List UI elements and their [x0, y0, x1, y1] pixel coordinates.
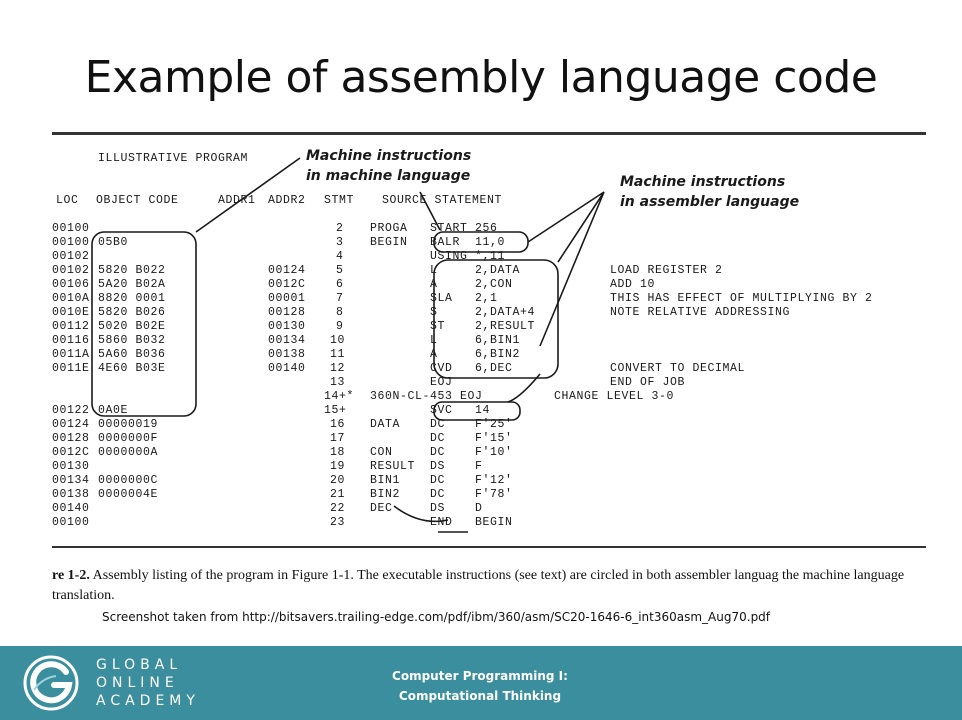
brand-line-3: ACADEMY	[96, 693, 200, 709]
brand-wordmark	[96, 656, 200, 710]
listing-source: A 6,BIN2	[370, 348, 521, 361]
listing-source: L 2,DATA	[370, 264, 521, 277]
brand-line-1: GLOBAL	[96, 657, 183, 673]
listing-stmt: 8	[336, 306, 344, 319]
listing-loc: 00102	[52, 264, 90, 277]
listing-comment: THIS HAS EFFECT OF MULTIPLYING BY 2	[610, 292, 873, 305]
listing-stmt: 20	[330, 474, 346, 487]
listing-comment: CHANGE LEVEL 3-0	[554, 390, 675, 403]
annotation-machine-language: Machine instructions in machine language	[306, 148, 472, 184]
listing-loc: 00100	[52, 222, 90, 235]
listing-stmt: 11	[330, 348, 346, 361]
listing-source: BIN1 DC F'12'	[370, 474, 513, 487]
listing-source: S 2,DATA+4	[370, 306, 536, 319]
listing-source: ST 2,RESULT	[370, 320, 536, 333]
listing-object-code: 8820 0001	[98, 292, 166, 305]
annotation-assembler-language: Machine instructions in assembler language	[620, 174, 800, 210]
listing-object-code: 5A20 B02A	[98, 278, 166, 291]
listing-loc: 00106	[52, 278, 90, 291]
arrow-assembler	[528, 192, 604, 346]
listing-comment: NOTE RELATIVE ADDRESSING	[610, 306, 791, 319]
listing-loc: 00128	[52, 432, 90, 445]
listing-loc: 00138	[52, 488, 90, 501]
listing-object-code: 0000000A	[98, 446, 159, 459]
listing-stmt: 19	[330, 460, 346, 473]
listing-source: PROGA START 256	[370, 222, 498, 235]
figure-caption	[52, 566, 926, 606]
column-header: OBJECT CODE	[96, 194, 179, 207]
listing-comment: LOAD REGISTER 2	[610, 264, 723, 277]
listing-source: BIN2 DC F'78'	[370, 488, 513, 501]
course-line-1: Computer Programming I:	[392, 669, 568, 683]
brand-line-2: ONLINE	[96, 675, 179, 691]
listing-addr2: 00140	[268, 362, 306, 375]
listing-object-code: 0000004E	[98, 488, 159, 501]
listing-stmt: 2	[336, 222, 344, 235]
listing-source: BEGIN BALR 11,0	[370, 236, 506, 249]
listing-stmt: 12	[330, 362, 346, 375]
listing-source: SLA 2,1	[370, 292, 498, 305]
listing-loc: 00122	[52, 404, 90, 417]
listing-stmt: 15+	[324, 404, 347, 417]
scan-bottom-rule	[52, 546, 926, 548]
listing-object-code: 5A60 B036	[98, 348, 166, 361]
listing-stmt: 18	[330, 446, 346, 459]
listing-loc: 00134	[52, 474, 90, 487]
course-title	[380, 666, 580, 706]
listing-source: CVD 6,DEC	[370, 362, 513, 375]
listing-comment: ADD 10	[610, 278, 656, 291]
listing-addr2: 00001	[268, 292, 306, 305]
listing-source: DEC DS D	[370, 502, 483, 515]
listing-loc: 0010A	[52, 292, 90, 305]
listing-stmt: 23	[330, 516, 346, 529]
scan-top-rule	[52, 132, 926, 135]
listing-stmt: 10	[330, 334, 346, 347]
column-header: STMT	[324, 194, 355, 207]
listing-loc: 00124	[52, 418, 90, 431]
listing-stmt: 7	[336, 292, 344, 305]
listing-loc: 0010E	[52, 306, 90, 319]
figure-caption-text: Assembly listing of the program in Figure 1-1. The executable instructions (see text) are circled in both assembler languag the machine language translation.	[52, 568, 905, 603]
column-header: LOC	[56, 194, 79, 207]
listing-object-code: 5020 B02E	[98, 320, 166, 333]
listing-source: SVC 14	[370, 404, 491, 417]
listing-source: END BEGIN	[370, 516, 513, 529]
listing-source: USING *,11	[370, 250, 506, 263]
figure-label: re 1-2.	[52, 568, 90, 583]
listing-loc: 0011A	[52, 348, 90, 361]
listing-stmt: 3	[336, 236, 344, 249]
arrow-svc	[508, 374, 540, 402]
listing-loc: 0012C	[52, 446, 90, 459]
listing-loc: 00112	[52, 320, 90, 333]
listing-stmt: 13	[330, 376, 346, 389]
listing-object-code: 0000000F	[98, 432, 159, 445]
listing-object-code: 0000000C	[98, 474, 159, 487]
listing-addr2: 00134	[268, 334, 306, 347]
listing-source: RESULT DS F	[370, 460, 483, 473]
listing-comment: CONVERT TO DECIMAL	[610, 362, 746, 375]
listing-loc: 00100	[52, 236, 90, 249]
listing-stmt: 16	[330, 418, 346, 431]
listing-loc: 00140	[52, 502, 90, 515]
listing-loc: 00102	[52, 250, 90, 263]
listing-stmt: 4	[336, 250, 344, 263]
listing-object-code: 05B0	[98, 236, 129, 249]
course-line-2: Computational Thinking	[398, 689, 562, 703]
listing-object-code: 5820 B026	[98, 306, 166, 319]
listing-addr2: 00130	[268, 320, 306, 333]
listing-object-code: 5820 B022	[98, 264, 166, 277]
listing-stmt: 21	[330, 488, 346, 501]
listing-source: DATA DC F'25'	[370, 418, 513, 431]
global-online-academy-logo-icon	[22, 654, 80, 712]
column-header: SOURCE STATEMENT	[382, 194, 503, 207]
listing-object-code: 00000019	[98, 418, 159, 431]
listing-source: CON DC F'10'	[370, 446, 513, 459]
listing-stmt: 5	[336, 264, 344, 277]
listing-object-code: 4E60 B03E	[98, 362, 166, 375]
listing-addr2: 00128	[268, 306, 306, 319]
column-header: ADDR2	[268, 194, 306, 207]
listing-object-code: 5860 B032	[98, 334, 166, 347]
listing-object-code: 0A0E	[98, 404, 129, 417]
listing-addr2: 00138	[268, 348, 306, 361]
listing-source: EOJ	[370, 376, 453, 389]
slide-title: Example of assembly language code	[84, 52, 878, 103]
listing-source: A 2,CON	[370, 278, 513, 291]
source-note: Screenshot taken from http://bitsavers.trailing-edge.com/pdf/ibm/360/asm/SC20-1646-6_int360asm_Aug70.pdf	[102, 610, 771, 624]
listing-stmt: 14+*	[324, 390, 355, 403]
program-title: ILLUSTRATIVE PROGRAM	[98, 152, 249, 165]
listing-loc: 0011E	[52, 362, 90, 375]
listing-source: 360N-CL-453 EOJ	[370, 390, 483, 403]
column-header: ADDR1	[218, 194, 256, 207]
listing-stmt: 17	[330, 432, 346, 445]
listing-source: DC F'15'	[370, 432, 513, 445]
listing-loc: 00100	[52, 516, 90, 529]
listing-addr2: 0012C	[268, 278, 306, 291]
listing-stmt: 6	[336, 278, 344, 291]
listing-stmt: 22	[330, 502, 346, 515]
listing-addr2: 00124	[268, 264, 306, 277]
listing-loc: 00130	[52, 460, 90, 473]
listing-stmt: 9	[336, 320, 344, 333]
listing-source: L 6,BIN1	[370, 334, 521, 347]
listing-loc: 00116	[52, 334, 90, 347]
listing-comment: END OF JOB	[610, 376, 686, 389]
